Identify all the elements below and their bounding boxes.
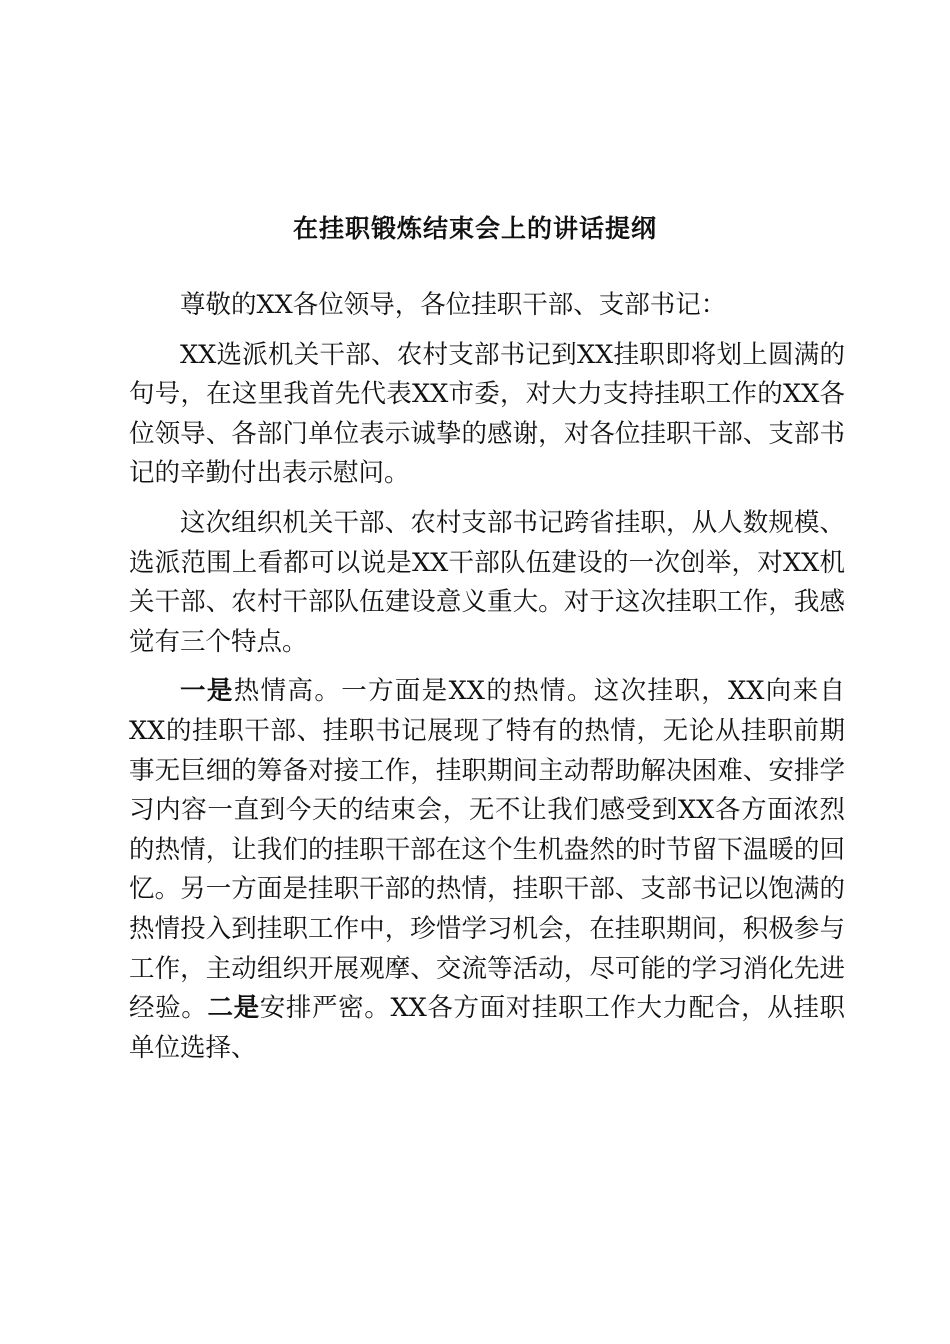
document-title: 在挂职锻炼结束会上的讲话提纲 xyxy=(292,214,657,243)
point-two-text: 安排严密。XX各方面对挂职工作大力配合，从挂职单位选择、 xyxy=(129,993,845,1063)
salutation: 尊敬的XX各位领导，各位挂职干部、支部书记： xyxy=(180,290,727,320)
point-one-lead: 一是 xyxy=(180,676,234,707)
paragraph-1: XX选派机关干部、农村支部书记到XX挂职即将划上圆满的句号，在这里我首先代表XX市委，对大力支持挂职工作的XX各位领导、各部门单位表示诚挚的感谢，对各位挂职干部、支部书记的辛勤付出表示慰问。 xyxy=(129,339,845,489)
paragraph-3 xyxy=(129,672,845,1068)
point-one-text: 热情高。一方面是XX的热情。这次挂职，XX向来自XX的挂职干部、挂职书记展现了特有的热情，无论从挂职前期事无巨细的筹备对接工作，挂职期间主动帮助解决困难、安排学习内容一直到今天的结束会，无不让我们感受到XX各方面浓烈的热情，让我们的挂职干部在这个生机盎然的时节留下温暖的回忆。另一方面是挂职干部的热情，挂职干部、支部书记以饱满的热情投入到挂职工作中，珍惜学习机会，在挂职期间，积极参与工作，主动组织开展观摩、交流等活动，尽可能的学习消化先进经验。 xyxy=(129,676,845,1024)
paragraph-2: 这次组织机关干部、农村支部书记跨省挂职，从人数规模、选派范围上看都可以说是XX干部队伍建设的一次创举，对XX机关干部、农村干部队伍建设意义重大。对于这次挂职工作，我感觉有三个特点。 xyxy=(129,507,845,657)
point-two-lead: 二是 xyxy=(207,993,260,1024)
document-body xyxy=(129,286,845,1078)
